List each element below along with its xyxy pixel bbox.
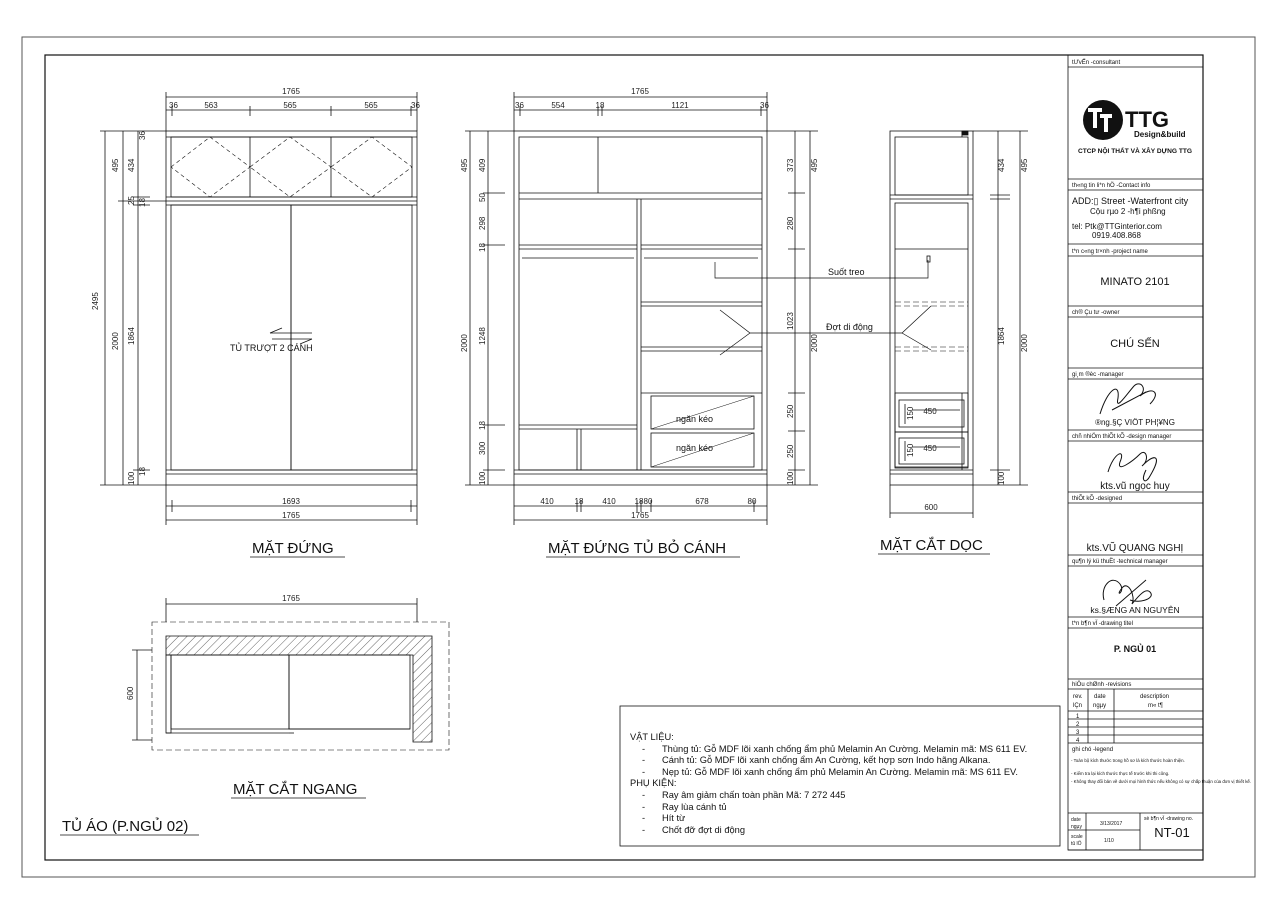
title-block-values [1072,196,1190,840]
dim-open-b3: 410 [602,497,616,506]
dim-front-edge-l: 36 [169,101,178,110]
dim-front-overall-top: 1765 [282,87,300,96]
date-label: date [1071,817,1081,823]
dim-section-drawer-h-b: 150 [906,443,915,457]
bullet: - [642,813,646,824]
manager-name: ®ng.§Ç VIÖT PH¦¥NG [1095,418,1175,427]
dim-open-l-2000: 2000 [460,334,469,352]
material-item-text: Nẹp tủ: Gỗ MDF lõi xanh chống ẩm phủ Melamin An Cường. Melamin mã: MS 611 EV. [662,766,1018,777]
title-block-labels [1071,59,1193,847]
label-movable-shelf: Đợt di động [826,322,873,332]
bullet: - [642,755,646,766]
dim-open-l-18b: 18 [478,421,487,430]
material-item [642,755,1050,767]
tel-phone: 0919.408.868 [1092,231,1141,240]
dim-front-overall-bottom: 1765 [282,511,300,520]
label-drawer-2: ngăn kéo [676,443,714,453]
label-hanging-rail: Suốt treo [828,267,865,277]
dim-open-seg-a: 554 [551,101,565,110]
bullet: - [642,766,646,777]
title-section-horizontal: MẶT CẮT NGANG [233,781,358,798]
legend-notes [1071,758,1251,784]
manager-label: gi¸m ®èc -manager [1072,372,1124,378]
front-open-elevation [465,92,818,525]
bullet: - [642,801,646,812]
legend-note-3: - Không thay đổi bản vẽ dưới mọi hình thức nếu không có sự chấp thuận của đơn vị thiết kế. [1071,779,1252,784]
hardware-item [642,790,1050,802]
dim-open-b7: 80 [747,497,757,506]
bullet: - [642,789,646,800]
dim-front-h-total: 2495 [91,292,100,310]
dim-open-b4: 18 [634,497,644,506]
bullet: - [642,824,646,835]
title-front: MẶT ĐỨNG [252,540,334,557]
hardware-item-text: Ray âm giảm chấn toàn phần Mã: 7 272 445 [662,789,846,800]
dim-open-b6: 678 [695,497,709,506]
front-elevation [100,92,417,525]
hardware-item-text: Hít từ [662,813,686,824]
design-manager-name: kts.vũ ngọc huy [1100,481,1170,492]
contact-label: th«ng tin li*n hÖ -Contact info [1072,183,1151,189]
material-item-text: Thùng tủ: Gỗ MDF lõi xanh chống ẩm phủ Melamin An Cường. Melamin mã: MS 611 EV. [662,743,1028,754]
dim-open-l-top-inner: 409 [478,158,487,172]
rev-row-3: 3 [1076,730,1080,736]
label-drawer-1: ngăn kéo [676,414,714,424]
dim-open-seg-b: 18 [595,101,605,110]
dim-front-inner-bottom: 1693 [282,497,300,506]
dim-front-small-a: 36 [138,131,147,140]
drawing-no-label: sè b¶n vÏ -drawing no. [1144,816,1194,822]
dim-front-h-base-inner: 18 [138,467,147,476]
date-label2: ngµy [1071,824,1082,830]
rev-col2: lÇn [1073,703,1083,709]
leaders [715,260,931,355]
front-dimensions [91,87,420,520]
desc-col: description [1140,694,1170,700]
label-sliding-doors: TỦ TRƯỢT 2 CÁNH [230,343,313,353]
project-name: MINATO 2101 [1100,276,1170,288]
dim-section-width: 600 [924,503,938,512]
hardware-item [642,802,1050,814]
dim-open-b1: 410 [540,497,554,506]
dim-front-h-base: 100 [127,471,136,485]
dim-open-r-495: 495 [810,158,819,172]
design-manager-label: chñ nhiÖm thiÕt kÕ -design manager [1072,434,1172,440]
dim-section-drawer-b: 450 [923,444,937,453]
dim-front-h-top: 495 [111,158,120,172]
dim-open-r-2000: 2000 [810,334,819,352]
dim-section-h-100: 100 [997,471,1006,485]
dim-open-overall-top: 1765 [631,87,649,96]
dim-open-l-18a: 18 [478,243,487,252]
dim-open-b5: 80 [643,497,653,506]
address-line-1: ADD:▯ Street -Waterfront city [1072,196,1189,206]
dim-open-l-top: 495 [460,158,469,172]
date-col: date [1094,694,1106,700]
dim-plan-depth: 600 [126,686,135,700]
dim-section-h-2000: 2000 [1020,334,1029,352]
dim-front-seg-a: 563 [204,101,218,110]
dim-front-seg-b: 565 [283,101,297,110]
hardware-heading: PHỤ KIỆN: [630,778,677,789]
dim-front-edge-r: 36 [411,101,420,110]
dim-open-l-50: 50 [478,193,487,202]
owner-name: CHÚ SẾN [1110,338,1160,350]
drawing-title: P. NGỦ 01 [1113,644,1157,654]
tel-email: tel: Ptk@TTGinterior.com [1072,222,1162,231]
materials-notes [630,732,1050,836]
bullet: - [642,743,646,754]
designer-name: kts.VŨ QUANG NGHỊ [1086,543,1184,554]
drawing-title-label: t*n b¶n vÏ -drawing titel [1072,621,1133,627]
technical-label: qu¶n lý kü thuËt -technical manager [1072,559,1168,565]
dim-front-seg-c: 565 [364,101,378,110]
dim-front-h-door-inner: 1864 [127,327,136,345]
dim-open-l-100: 100 [478,471,487,485]
hardware-item-text: Chốt đỡ đợt di động [662,824,746,835]
dim-open-r-280: 280 [786,216,795,230]
project-label: t*n c«ng tr×nh -project name [1072,249,1148,255]
title-block [1068,55,1203,850]
dim-open-edge-r: 36 [760,101,769,110]
technical-manager-name: ks.§ÆNG AN NGUYÊN [1090,605,1180,615]
legend-note-1: - Toàn bộ kích thước trong hồ sơ là kích thước hoàn thiện. [1071,758,1185,763]
address-line-2: Cộu rµo 2 -h¶i phßng [1090,207,1166,216]
main-title: TỦ ÁO (P.NGỦ 02) [62,818,189,835]
dim-plan-width: 1765 [282,594,300,603]
logo-text: TTG [1125,107,1169,132]
drawing-number: NT-01 [1154,825,1190,840]
materials-heading: VẬT LIỆU: [630,732,674,742]
dim-open-overall-bottom: 1765 [631,511,649,520]
dim-open-l-300: 300 [478,441,487,455]
scale-value: 1/10 [1104,838,1114,844]
dim-section-drawer-h-a: 150 [906,406,915,420]
desc-col2: m« t¶ [1148,703,1163,709]
date-col2: ngµy [1093,703,1107,709]
title-front-open: MẶT ĐỨNG TỦ BỎ CÁNH [548,540,727,557]
dim-open-r-250b: 250 [786,444,795,458]
date-value: 3/13/2017 [1100,821,1123,827]
dim-open-edge-l: 36 [515,101,524,110]
dim-section-h-1864: 1864 [997,327,1006,345]
dim-front-small-b: 25 [127,196,136,205]
rev-col: rev. [1073,694,1083,700]
dim-front-small-c: 18 [138,198,147,207]
dim-open-l-1248: 1248 [478,327,487,345]
horizontal-section [132,598,449,750]
scale-label: scale [1071,834,1083,840]
legend-label: ghi chó -legend [1072,747,1114,753]
dim-open-seg-c: 1121 [671,101,689,110]
hardware-item [642,825,1050,837]
dim-open-b2: 18 [574,497,584,506]
designed-label: thiÕt kÕ -designed [1072,496,1123,502]
rev-row-2: 2 [1076,722,1080,728]
hardware-item-text: Ray lùa cánh tủ [662,801,727,812]
owner-label: ch® Çu tư -owner [1072,310,1120,316]
dim-front-h-top-inner: 434 [127,158,136,172]
dim-section-drawer-a: 450 [923,407,937,416]
dim-open-l-298: 298 [478,216,487,230]
dim-open-r-373: 373 [786,158,795,172]
dim-section-h-434: 434 [997,158,1006,172]
revisions-label: hiÖu chØnh -revisions [1072,682,1132,688]
company-name: CTCP NỘI THẤT VÀ XÂY DỰNG TTG [1077,148,1193,155]
dim-open-r-250a: 250 [786,404,795,418]
material-item [642,767,1050,779]
material-item [642,744,1050,756]
section-dimensions [906,158,1029,512]
material-item-text: Cánh tủ: Gỗ MDF lõi xanh chống ẩm An Cường, kết hợp sơn Indo hãng Alkana. [662,755,991,766]
ttg-logo [1083,100,1123,140]
logo-sub: Design&build [1134,130,1186,139]
consultant-label: tƯvẾn -consultant [1072,60,1121,66]
rev-row-1: 1 [1076,714,1080,720]
dim-section-h-495: 495 [1020,158,1029,172]
legend-note-2: - Kiểm tra lại kích thước thực tế trước khi thi công. [1071,771,1170,776]
hardware-item [642,813,1050,825]
scale-label2: tû lÖ [1071,841,1082,847]
rev-row-4: 4 [1076,738,1080,744]
dim-front-h-door: 2000 [111,332,120,350]
dim-open-r-1023: 1023 [786,312,795,330]
title-section-vertical: MẶT CẮT DỌC [880,537,983,554]
dim-open-r-100: 100 [786,471,795,485]
